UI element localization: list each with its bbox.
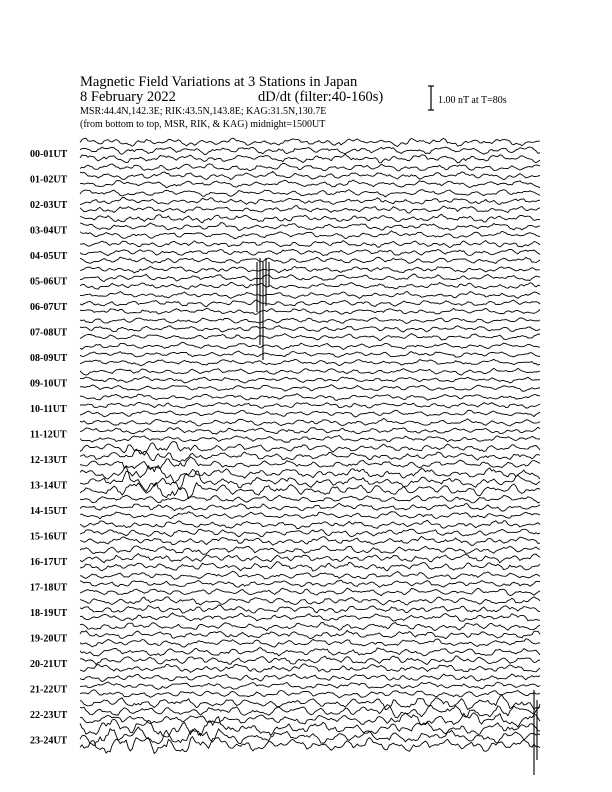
hour-label: 09-10UT [30, 378, 68, 390]
trace-kag-03-04UT [80, 231, 540, 239]
hour-label: 06-07UT [30, 302, 68, 313]
trace-kag-20-21UT [80, 664, 540, 672]
trace-rik-11-12UT [80, 427, 540, 434]
trace-kag-10-11UT [80, 410, 540, 417]
trace-msr-15-16UT [80, 520, 540, 528]
trace-rik-18-19UT [80, 605, 540, 613]
hour-label: 19-20UT [30, 633, 68, 645]
trace-kag-16-17UT [80, 562, 540, 571]
trace-kag-06-07UT [80, 308, 540, 314]
trace-rik-07-08UT [80, 326, 540, 333]
trace-rik-08-09UT [80, 351, 540, 357]
trace-msr-09-10UT [80, 368, 540, 375]
trace-rik-14-15UT [80, 503, 540, 511]
trace-rik-05-06UT [80, 274, 540, 282]
trace-group [80, 138, 540, 775]
trace-msr-11-12UT [80, 419, 540, 426]
hour-label: 12-13UT [30, 455, 68, 466]
hour-label: 04-05UT [30, 251, 68, 262]
chart-title: Magnetic Field Variations at 3 Stations in Japan [80, 74, 358, 90]
trace-kag-14-15UT [80, 512, 540, 519]
trace-rik-16-17UT [80, 554, 540, 563]
trace-msr-02-03UT [80, 190, 540, 197]
order-label: (from bottom to top, MSR, RIK, & KAG) midnight=1500UT [80, 119, 326, 130]
trace-rik-01-02UT [80, 172, 540, 180]
hour-label: 10-11UT [30, 404, 67, 415]
trace-msr-12-13UT [80, 442, 540, 454]
hour-label: 23-24UT [30, 735, 68, 747]
trace-rik-15-16UT [80, 529, 540, 537]
trace-kag-05-06UT [80, 283, 540, 290]
trace-kag-23-24UT [80, 737, 540, 754]
date-label: 8 February 2022 [80, 89, 176, 105]
hour-label: 14-15UT [30, 506, 68, 517]
trace-rik-02-03UT [80, 198, 540, 205]
trace-msr-10-11UT [80, 394, 540, 401]
hour-label: 13-14UT [30, 480, 68, 492]
trace-msr-05-06UT [80, 267, 540, 273]
trace-msr-21-22UT [80, 674, 540, 682]
hour-label: 20-21UT [30, 659, 68, 670]
scale-bar [428, 86, 507, 110]
trace-rik-09-10UT [80, 377, 540, 384]
hour-label: 21-22UT [30, 684, 68, 696]
trace-msr-16-17UT [80, 546, 540, 555]
trace-rik-13-14UT [80, 471, 540, 492]
quantity-label: dD/dt (filter:40-160s) [258, 89, 384, 105]
trace-kag-19-20UT [80, 639, 540, 647]
trace-kag-00-01UT [80, 154, 540, 163]
hour-label: 16-17UT [30, 557, 68, 568]
trace-msr-04-05UT [80, 241, 540, 248]
trace-kag-07-08UT [80, 334, 540, 341]
trace-rik-17-18UT [80, 580, 540, 587]
hour-labels [30, 149, 68, 747]
hour-label: 11-12UT [30, 429, 67, 441]
trace-msr-00-01UT [80, 138, 540, 146]
hour-label: 00-01UT [30, 149, 68, 160]
trace-msr-20-21UT [80, 648, 540, 656]
hour-label: 22-23UT [30, 710, 68, 721]
trace-msr-19-20UT [80, 623, 540, 631]
hour-label: 15-16UT [30, 531, 68, 543]
trace-rik-03-04UT [80, 223, 540, 231]
hour-label: 05-06UT [30, 276, 68, 288]
hour-label: 07-08UT [30, 327, 68, 339]
trace-msr-17-18UT [80, 571, 540, 579]
trace-rik-10-11UT [80, 402, 540, 408]
stations-label: MSR:44.4N,142.3E; RIK:43.5N,143.8E; KAG:31.5N,130.7E [80, 106, 327, 117]
trace-kag-21-22UT [80, 690, 540, 698]
trace-kag-22-23UT [80, 713, 540, 727]
hour-label: 03-04UT [30, 225, 68, 237]
trace-msr-14-15UT [80, 495, 540, 503]
trace-kag-17-18UT [80, 588, 540, 596]
hour-label: 02-03UT [30, 200, 68, 211]
trace-msr-07-08UT [80, 318, 540, 324]
scale-label: 1.00 nT at T=80s [438, 95, 507, 106]
trace-kag-08-09UT [80, 359, 540, 366]
trace-kag-15-16UT [80, 536, 540, 545]
hour-label: 08-09UT [30, 353, 68, 364]
hour-label: 18-19UT [30, 608, 68, 619]
trace-msr-03-04UT [80, 214, 540, 223]
trace-kag-09-10UT [80, 385, 540, 392]
hour-label: 01-02UT [30, 174, 68, 186]
trace-rik-21-22UT [80, 682, 540, 689]
trace-msr-01-02UT [80, 163, 540, 170]
trace-kag-04-05UT [80, 257, 540, 263]
trace-rik-04-05UT [80, 249, 540, 255]
trace-kag-18-19UT [80, 613, 540, 621]
trace-rik-19-20UT [80, 630, 540, 638]
hour-label: 17-18UT [30, 582, 68, 594]
trace-msr-08-09UT [80, 342, 540, 349]
trace-kag-02-03UT [80, 206, 540, 214]
trace-rik-12-13UT [80, 449, 540, 461]
trace-rik-06-07UT [80, 300, 540, 307]
trace-kag-11-12UT [80, 436, 540, 443]
trace-rik-00-01UT [80, 147, 540, 155]
trace-msr-18-19UT [80, 597, 540, 605]
trace-msr-06-07UT [80, 292, 540, 299]
trace-kag-01-02UT [80, 180, 540, 188]
trace-rik-20-21UT [80, 656, 540, 665]
